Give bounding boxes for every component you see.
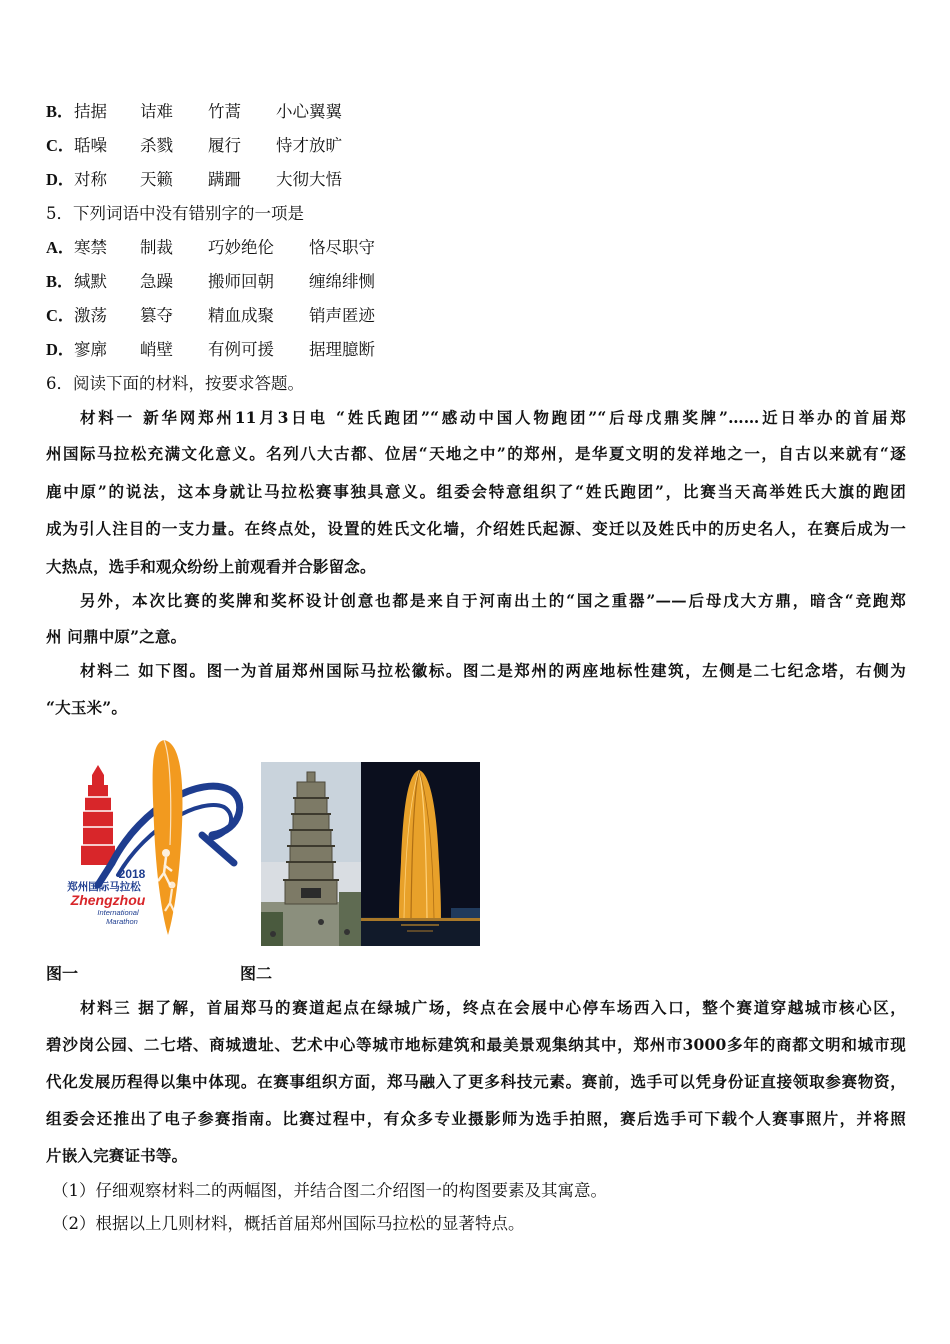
material3-line: 片嵌入完赛证书等。	[46, 1146, 188, 1165]
option-word: 搬师回朝	[208, 272, 274, 291]
option-word: 杀戮	[140, 136, 173, 155]
option-word: 销声匿迹	[309, 306, 375, 325]
option-letter: B．	[46, 272, 74, 291]
material3-line: 组委会还推出了电子参赛指南。比赛过程中，有众多专业摄影师为选手拍照，赛后选手可下载个人赛事照片，并将照	[46, 1109, 906, 1128]
option-letter: D．	[46, 340, 75, 359]
logo-title-cn: 郑州国际马拉松	[67, 881, 141, 893]
option-word: 天籁	[140, 170, 173, 189]
figure1-marathon-logo	[52, 735, 248, 940]
option-word: 寥廓	[74, 340, 107, 359]
material3-line: 碧沙岗公园、二七塔、商城遗址、艺术中心等城市地标建筑和最美景观集纳其中，郑州市3000多年的商都文明和城市现	[46, 1035, 906, 1054]
option-word: 有例可援	[208, 340, 274, 359]
material1b-line: 州 问鼎中原”之意。	[46, 627, 187, 646]
q6-stem: 6．阅读下面的材料，按要求答题。	[46, 374, 304, 393]
option-word: 巧妙绝伦	[208, 238, 274, 257]
option-word: 缠绵绯恻	[309, 272, 375, 291]
sub-question-1: （1）仔细观察材料二的两幅图，并结合图二介绍图一的构图要素及其寓意。	[52, 1181, 607, 1200]
material3-line: 代化发展历程得以集中体现。在赛事组织方面，郑马融入了更多科技元素。赛前，选手可以凭身份证直接领取参赛物资，	[46, 1072, 906, 1091]
option-word: 蹒跚	[208, 170, 241, 189]
marathon-logo-graphic	[52, 735, 248, 940]
logo-year: 2018	[118, 867, 146, 881]
option-word: 竹蒿	[208, 102, 241, 121]
material1-line: 州国际马拉松充满文化意义。名列八大古都、位居“天地之中”的郑州，是华夏文明的发祥地之一，自古以来就有“逐	[46, 444, 906, 463]
option-word: 寒禁	[74, 238, 107, 257]
option-word: 诘难	[140, 102, 173, 121]
option-word: 大彻大悟	[276, 170, 342, 189]
option-letter: D．	[46, 170, 75, 189]
option-word: 缄默	[74, 272, 107, 291]
material2-line: “大玉米”。	[46, 698, 128, 717]
logo-subtitle-1: International	[97, 908, 139, 917]
option-word: 恪尽职守	[309, 238, 375, 257]
figure2-landmark-photos	[261, 762, 480, 946]
big-corn-tower-photo	[361, 762, 480, 946]
logo-subtitle-2: Marathon	[106, 917, 138, 926]
option-word: 履行	[208, 136, 241, 155]
red-pagoda-icon	[79, 765, 117, 865]
option-word: 激荡	[74, 306, 107, 325]
option-word: 篡夺	[140, 306, 173, 325]
option-letter: B．	[46, 102, 74, 121]
material1-line: 成为引人注目的一支力量。在终点处，设置的姓氏文化墙，介绍姓氏起源、变迁以及姓氏中的历史名人，在赛后成为一	[46, 519, 906, 538]
option-word: 拮据	[74, 102, 107, 121]
option-word: 聒噪	[74, 136, 107, 155]
material1-line: 鹿中原”的说法，这本身就让马拉松赛事独具意义。组委会特意组织了“姓氏跑团”，比赛当天高举姓氏大旗的跑团	[46, 482, 906, 501]
option-word: 制裁	[140, 238, 173, 257]
material1b-line: 另外，本次比赛的奖牌和奖杯设计创意也都是来自于河南出土的“国之重器”——后母戊大方鼎，暗含“竞跑郑	[80, 591, 906, 610]
material1-line: 大热点，选手和观众纷纷上前观看并合影留念。	[46, 557, 376, 576]
figure2-caption: 图二	[240, 964, 273, 983]
option-letter: A．	[46, 238, 75, 257]
landmarks-graphic	[261, 762, 480, 946]
figure1-caption: 图一	[46, 964, 79, 983]
option-word: 急躁	[140, 272, 173, 291]
orange-corn-tower-icon	[153, 740, 183, 935]
option-word: 精血成聚	[208, 306, 274, 325]
option-word: 峭壁	[140, 340, 173, 359]
erqi-tower-photo	[261, 762, 361, 946]
option-letter: C．	[46, 136, 75, 155]
option-word: 恃才放旷	[276, 136, 342, 155]
material1-line: 材料一 新华网郑州11月3日电 “姓氏跑团”“感动中国人物跑团”“后母戊鼎奖牌”……近日举办的首届郑	[80, 408, 906, 427]
logo-title-en: Zhengzhou	[70, 892, 146, 908]
option-word: 据理臆断	[309, 340, 375, 359]
material3-line: 材料三 据了解，首届郑马的赛道起点在绿城广场，终点在会展中心停车场西入口，整个赛道穿越城市核心区，	[80, 998, 906, 1017]
option-word: 对称	[74, 170, 107, 189]
material2-line: 材料二 如下图。图一为首届郑州国际马拉松徽标。图二是郑州的两座地标性建筑，左侧是二七纪念塔，右侧为	[80, 661, 906, 680]
q5-stem: 5．下列词语中没有错别字的一项是	[46, 204, 304, 223]
option-letter: C．	[46, 306, 75, 325]
option-word: 小心翼翼	[276, 102, 342, 121]
sub-question-2: （2）根据以上几则材料，概括首届郑州国际马拉松的显著特点。	[52, 1214, 525, 1233]
